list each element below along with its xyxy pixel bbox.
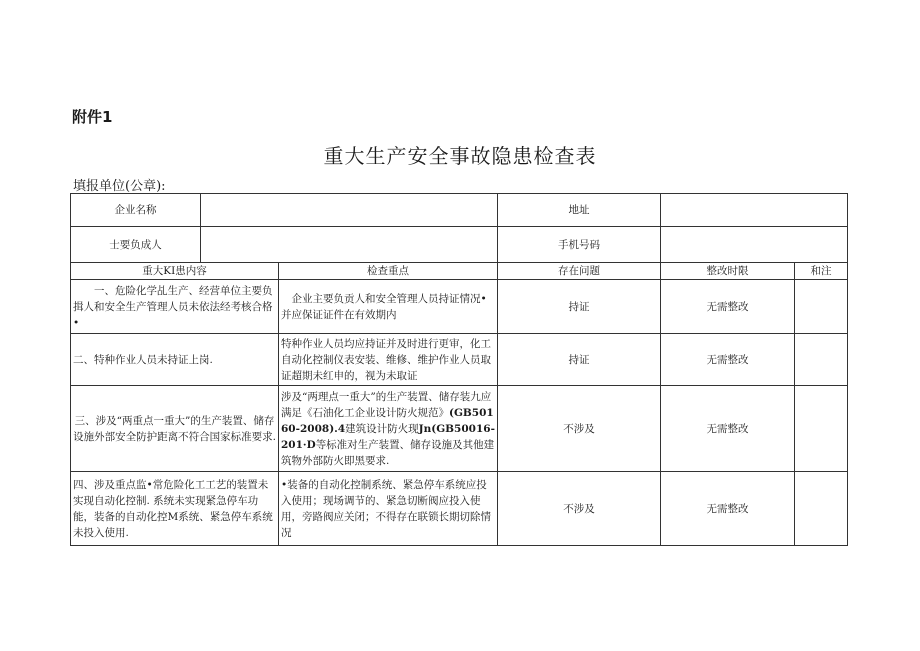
focus-text-part: 建筑设计防火现 bbox=[345, 422, 419, 435]
col-header-deadline: 整改时限 bbox=[661, 263, 795, 280]
principal-value[interactable] bbox=[201, 227, 498, 263]
address-label: 地址 bbox=[498, 194, 661, 227]
company-name-value[interactable] bbox=[201, 194, 498, 227]
deadline-cell: 无需整改 bbox=[661, 280, 795, 334]
remark-cell bbox=[795, 334, 848, 386]
hazard-cell: 一、危险化学乩生产、经营单位主要负揖人和安全生产管理人员未依法经考核合格• bbox=[71, 280, 279, 334]
col-header-focus: 检查重点 bbox=[279, 263, 498, 280]
focus-text-part: 等标准对生产装置、储存设施及其他建筑物外部防火即黑要求. bbox=[281, 438, 495, 467]
problem-cell: 不涉及 bbox=[498, 472, 661, 546]
deadline-cell: 无需整改 bbox=[661, 472, 795, 546]
hazard-cell: 三、涉及“两重点一重大”的生产装置、储存设施外部安全防护距离不符合国家标准要求. bbox=[71, 386, 279, 472]
address-value[interactable] bbox=[661, 194, 848, 227]
col-header-remark: 和注 bbox=[795, 263, 848, 280]
page-title: 重大生产安全事故隐患检查表 bbox=[323, 144, 597, 168]
attachment-label: 附件1 bbox=[72, 108, 113, 126]
info-row-principal bbox=[71, 227, 848, 263]
hazard-cell: 二、特种作业人员未持证上岗. bbox=[71, 334, 279, 386]
reporting-unit-label: 填报单位(公章): bbox=[73, 179, 166, 194]
focus-cell bbox=[279, 386, 498, 472]
standard-code: Jn(GB50016-201·D bbox=[281, 422, 495, 451]
hazard-cell: 四、涉及重点监•常危险化工工艺的装置未实现自动化控制. 系统未实现紧急停车功能，装备的自动化控M系统、紧急停车系统未投入使用. bbox=[71, 472, 279, 546]
column-header-row bbox=[71, 263, 848, 280]
phone-value[interactable] bbox=[661, 227, 848, 263]
phone-label: 手机号码 bbox=[498, 227, 661, 263]
company-name-label: 企业名称 bbox=[71, 194, 201, 227]
col-header-problem: 存在问题 bbox=[498, 263, 661, 280]
deadline-cell: 无需整改 bbox=[661, 386, 795, 472]
table-row bbox=[71, 386, 848, 472]
deadline-cell: 无需整改 bbox=[661, 334, 795, 386]
table-row bbox=[71, 280, 848, 334]
problem-cell: 持证 bbox=[498, 280, 661, 334]
focus-text-part: 涉及“两理点一重大”的生产装置、储存装九应满足《石油化工企业设计防火规范》 bbox=[281, 390, 492, 419]
remark-cell bbox=[795, 472, 848, 546]
table-row bbox=[71, 334, 848, 386]
standard-code: (GB50160-2008).4 bbox=[281, 406, 494, 435]
remark-cell bbox=[795, 386, 848, 472]
hazard-inspection-table bbox=[70, 193, 848, 546]
remark-cell bbox=[795, 280, 848, 334]
problem-cell: 不涉及 bbox=[498, 386, 661, 472]
col-header-hazard: 重大KI患内容 bbox=[71, 263, 279, 280]
focus-cell: •装备的自动化控制系统、紧急停车系统应投入使用；现场调节的、紧急切断阀应投入使用，旁路阀应关闭；不得存在联锁长期切除情况 bbox=[279, 472, 498, 546]
focus-cell: 企业主要负贡人和安全管理人员持证情况•并应保证证件在有效期内 bbox=[279, 280, 498, 334]
focus-cell: 特种作业人员均应持证并及时进行更审，化工自动化控制仪表安装、维修、维护作业人员取证超期未红申的，视为未取证 bbox=[279, 334, 498, 386]
info-row-company bbox=[71, 194, 848, 227]
problem-cell: 持证 bbox=[498, 334, 661, 386]
table-row bbox=[71, 472, 848, 546]
principal-label: 士要负成人 bbox=[71, 227, 201, 263]
